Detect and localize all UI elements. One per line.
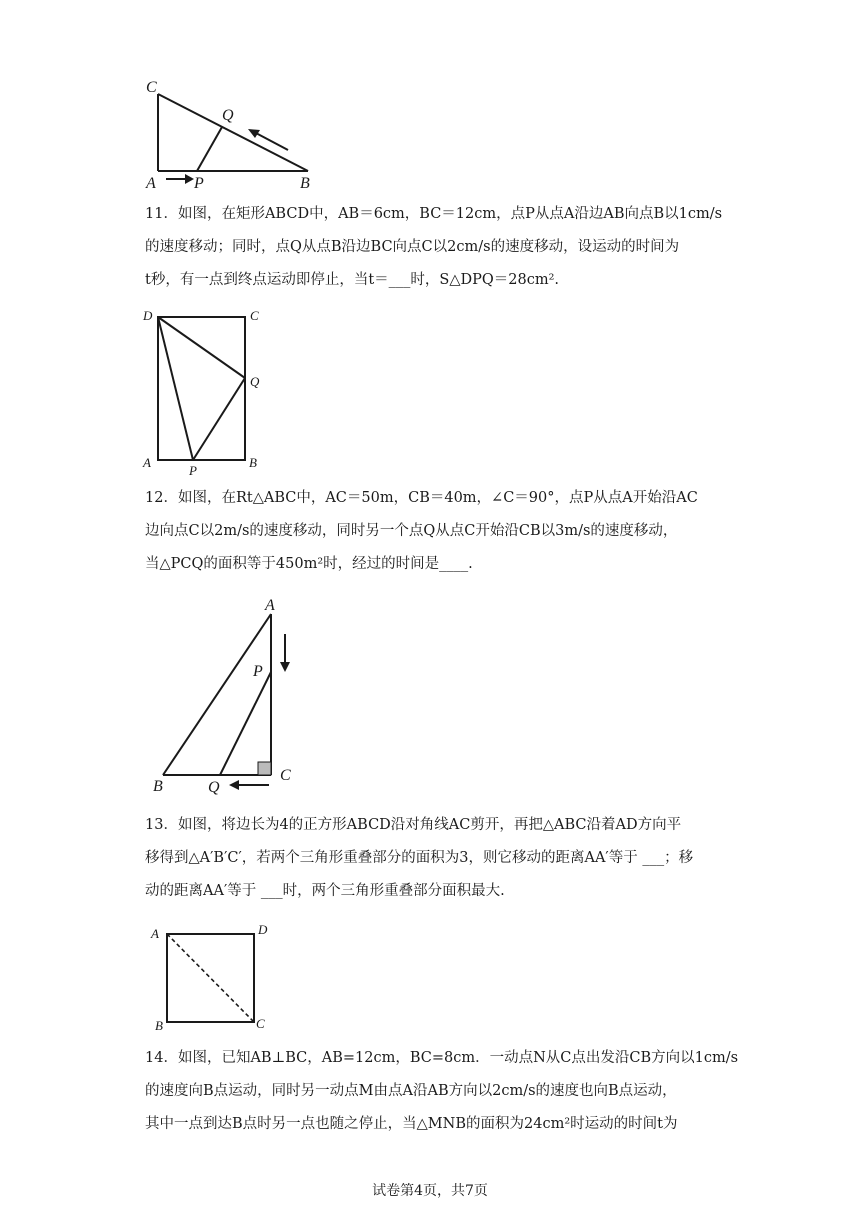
label-c: C <box>280 767 291 784</box>
label-a: A <box>143 455 151 470</box>
question-12-line-1: 12．如图，在Rt△ABC中，AC＝50m，CB＝40m，∠C＝90°，点P从点A开始沿AC <box>145 490 698 506</box>
rectangle-abcd <box>158 317 245 460</box>
question-12 <box>145 482 720 581</box>
label-q: Q <box>250 374 260 389</box>
question-14-line-1: 14．如图，已知AB⊥BC，AB=12cm，BC=8cm．一动点N从C点出发沿CB方向以1cm/s <box>145 1050 739 1066</box>
segment-pq <box>197 127 222 171</box>
question-14-line-3: 其中一点到达B点时另一点也随之停止，当△MNB的面积为24cm²时运动的时间t为 <box>145 1116 678 1132</box>
question-11-line-2: 的速度移动；同时，点Q从点B沿边BC向点C以2cm/s的速度移动，设运动的时间为 <box>145 239 680 255</box>
question-11-line-3: t秒，有一点到终点运动即停止，当t＝___时，S△DPQ＝28cm². <box>145 272 559 288</box>
question-14 <box>145 1042 739 1141</box>
label-a: A <box>151 926 159 941</box>
question-14-line-2: 的速度向B点运动，同时另一动点M由点A沿AB方向以2cm/s的速度也向B点运动， <box>145 1083 677 1099</box>
segment-pq <box>220 672 271 775</box>
question-12-line-2: 边向点C以2m/s的速度移动，同时另一个点Q从点C开始沿CB以3m/s的速度移动， <box>145 523 678 539</box>
diagonal-ac <box>167 934 254 1022</box>
label-d: D <box>258 922 268 937</box>
question-12-line-3: 当△PCQ的面积等于450m²时，经过的时间是____. <box>145 556 473 572</box>
label-p: P <box>194 175 204 192</box>
figure-13-square <box>145 920 275 1034</box>
segment-pq <box>193 378 245 460</box>
arrow-p-head <box>185 174 194 184</box>
figure-11-rectangle <box>140 304 270 480</box>
question-13 <box>145 809 720 908</box>
label-q: Q <box>208 779 220 796</box>
question-11-line-1: 11．如图，在矩形ABCD中，AB＝6cm，BC＝12cm，点P从点A沿边AB向点B以1cm/s <box>145 206 723 222</box>
label-b: B <box>155 1018 163 1033</box>
question-13-line-2: 移得到△A′B′C′，若两个三角形重叠部分的面积为3，则它移动的距离AA′等于 ___；移 <box>145 850 694 866</box>
label-c: C <box>146 79 157 96</box>
segment-cb <box>158 94 308 171</box>
label-c: C <box>256 1016 265 1031</box>
label-b: B <box>249 455 257 470</box>
question-13-line-3: 动的距离AA′等于 ___时，两个三角形重叠部分面积最大. <box>145 883 505 899</box>
segment-ab <box>163 614 271 775</box>
label-c: C <box>250 308 259 323</box>
label-q: Q <box>222 107 234 124</box>
question-13-line-1: 13．如图，将边长为4的正方形ABCD沿对角线AC剪开，再把△ABC沿着AD方向平 <box>145 817 682 833</box>
question-11 <box>145 198 723 297</box>
arrow-p-head <box>280 662 290 672</box>
label-a: A <box>265 597 275 614</box>
figure-10-triangle <box>140 72 330 194</box>
label-d: D <box>143 308 153 323</box>
page-footer: 试卷第4页，共7页 <box>372 1183 488 1199</box>
label-p: P <box>189 463 197 478</box>
arrow-q-direction <box>254 132 288 150</box>
arrow-q-head <box>229 780 239 790</box>
figure-12-right-triangle <box>145 594 305 800</box>
label-p: P <box>253 663 263 680</box>
label-a: A <box>146 175 156 192</box>
label-b: B <box>300 175 310 192</box>
label-b: B <box>153 778 163 795</box>
right-angle-marker <box>258 762 271 775</box>
